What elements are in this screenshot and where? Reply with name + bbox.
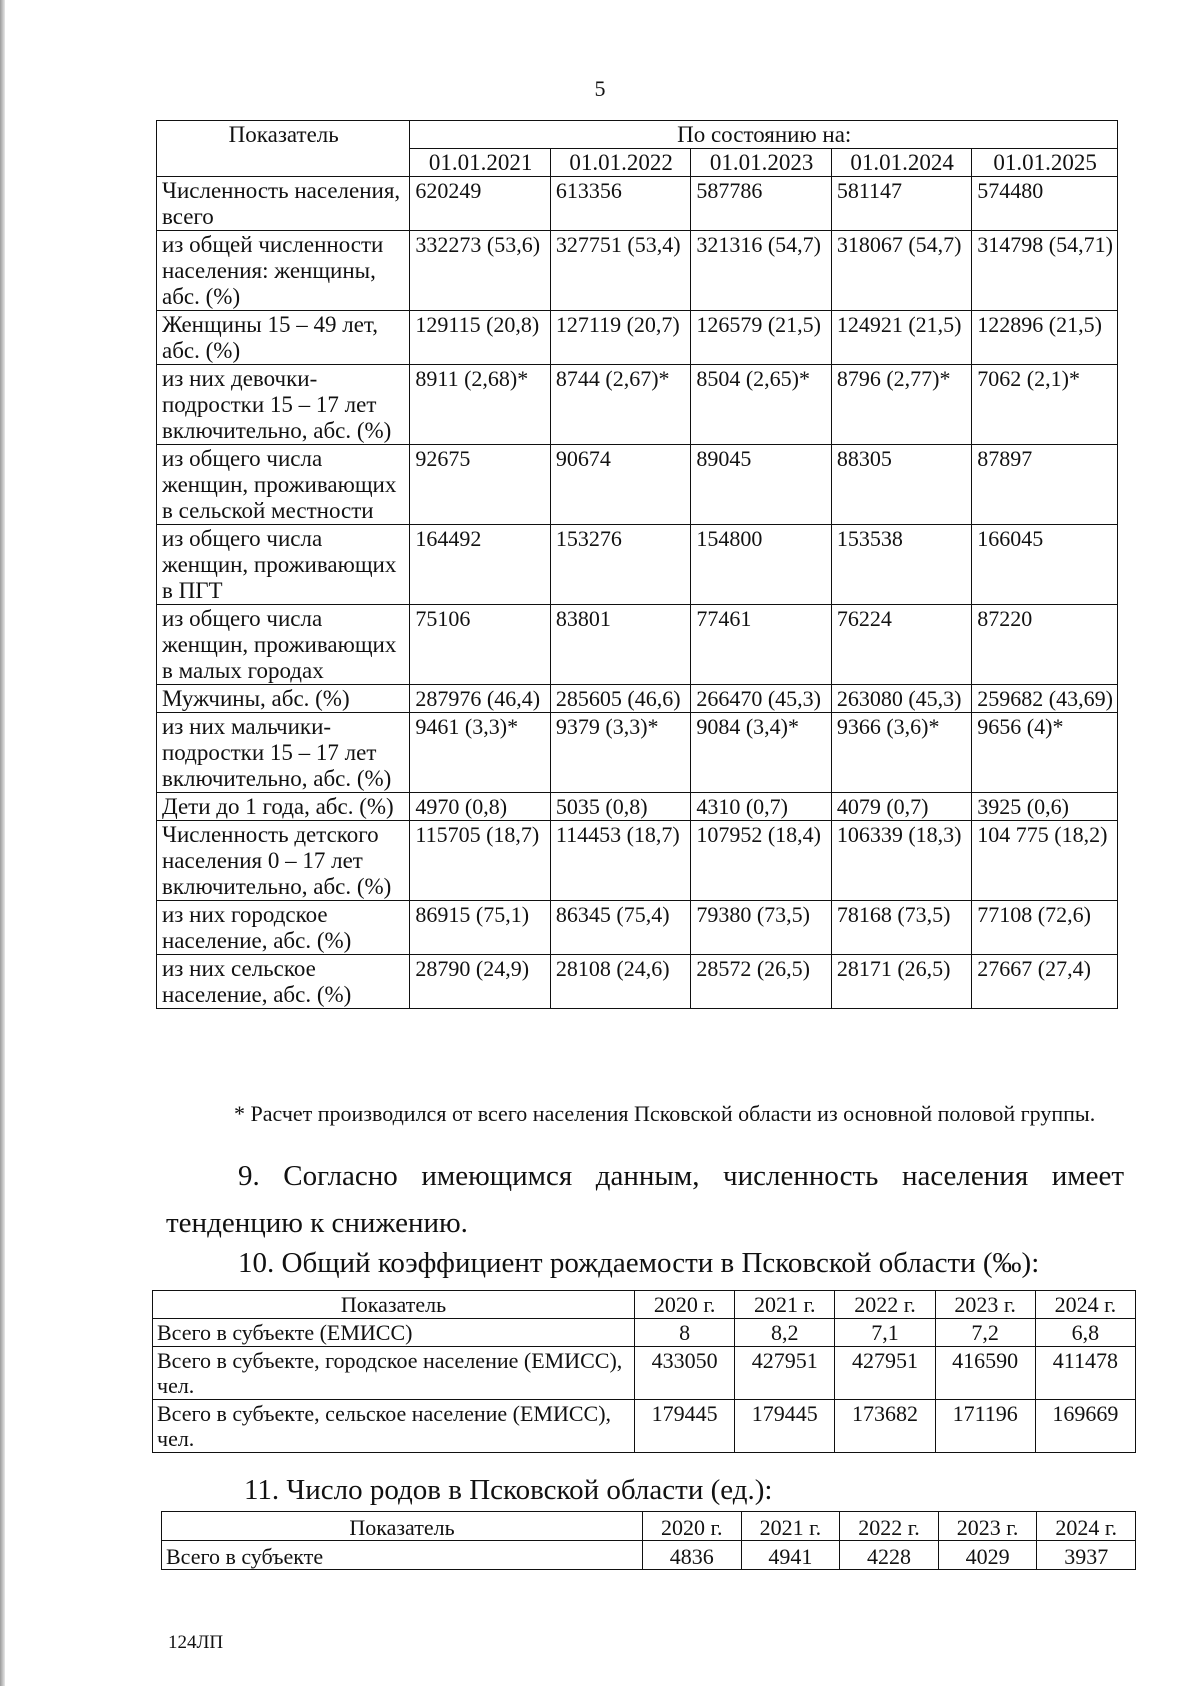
value-cell: 78168 (73,5): [831, 901, 971, 955]
value-cell: 266470 (45,3): [691, 685, 831, 713]
value-cell: 129115 (20,8): [410, 311, 550, 365]
value-cell: 318067 (54,7): [831, 231, 971, 311]
scan-edge: [0, 0, 5, 1686]
value-cell: 79380 (73,5): [691, 901, 831, 955]
value-cell: 106339 (18,3): [831, 821, 971, 901]
value-cell: 153276: [550, 525, 690, 605]
value-cell: 427951: [835, 1347, 935, 1400]
value-cell: 433050: [635, 1347, 735, 1400]
year-header: 2023 г.: [938, 1512, 1037, 1541]
value-cell: 173682: [835, 1400, 935, 1453]
value-cell: 4970 (0,8): [410, 793, 550, 821]
year-header: 2020 г.: [643, 1512, 742, 1541]
date-header: 01.01.2025: [972, 149, 1118, 177]
row-label: Численность населения, всего: [157, 177, 410, 231]
year-header: 2021 г.: [741, 1512, 840, 1541]
value-cell: 154800: [691, 525, 831, 605]
value-cell: 8796 (2,77)*: [831, 365, 971, 445]
row-label: Женщины 15 – 49 лет, абс. (%): [157, 311, 410, 365]
value-cell: 287976 (46,4): [410, 685, 550, 713]
value-cell: 179445: [635, 1400, 735, 1453]
table-row: [162, 1541, 1136, 1570]
value-cell: 332273 (53,6): [410, 231, 550, 311]
row-label: Всего в субъекте (ЕМИСС): [153, 1319, 635, 1347]
header-indicator: Показатель: [153, 1291, 635, 1319]
value-cell: 27667 (27,4): [972, 955, 1118, 1009]
value-cell: 620249: [410, 177, 550, 231]
table-row: [157, 605, 1118, 685]
value-cell: 285605 (46,6): [550, 685, 690, 713]
value-cell: 9461 (3,3)*: [410, 713, 550, 793]
value-cell: 9379 (3,3)*: [550, 713, 690, 793]
table-row: [157, 821, 1118, 901]
table-row: [157, 311, 1118, 365]
page-number: 5: [594, 76, 606, 101]
value-cell: 124921 (21,5): [831, 311, 971, 365]
value-cell: 90674: [550, 445, 690, 525]
value-cell: 28790 (24,9): [410, 955, 550, 1009]
value-cell: 8,2: [735, 1319, 835, 1347]
row-label: Дети до 1 года, абс. (%): [157, 793, 410, 821]
value-cell: 88305: [831, 445, 971, 525]
value-cell: 86915 (75,1): [410, 901, 550, 955]
value-cell: 4836: [643, 1541, 742, 1570]
value-cell: 8911 (2,68)*: [410, 365, 550, 445]
value-cell: 89045: [691, 445, 831, 525]
row-label: из них мальчики-подростки 15 – 17 лет включительно, абс. (%): [157, 713, 410, 793]
header-indicator: Показатель: [162, 1512, 643, 1541]
row-label: Численность детского населения 0 – 17 лет включительно, абс. (%): [157, 821, 410, 901]
table-row: [157, 955, 1118, 1009]
date-header: 01.01.2022: [550, 149, 690, 177]
value-cell: 416590: [935, 1347, 1035, 1400]
year-header: 2020 г.: [635, 1291, 735, 1319]
table-row: [157, 365, 1118, 445]
value-cell: 9366 (3,6)*: [831, 713, 971, 793]
value-cell: 314798 (54,71): [972, 231, 1118, 311]
row-label: из общего числа женщин, проживающих в малых городах: [157, 605, 410, 685]
header-indicator: Показатель: [157, 121, 410, 177]
value-cell: 3925 (0,6): [972, 793, 1118, 821]
value-cell: 75106: [410, 605, 550, 685]
table-row: [157, 525, 1118, 605]
year-header: 2022 г.: [840, 1512, 939, 1541]
value-cell: 127119 (20,7): [550, 311, 690, 365]
value-cell: 259682 (43,69): [972, 685, 1118, 713]
value-cell: 7062 (2,1)*: [972, 365, 1118, 445]
value-cell: 87897: [972, 445, 1118, 525]
value-cell: 587786: [691, 177, 831, 231]
value-cell: 179445: [735, 1400, 835, 1453]
value-cell: 126579 (21,5): [691, 311, 831, 365]
value-cell: 122896 (21,5): [972, 311, 1118, 365]
row-label: из них городское население, абс. (%): [157, 901, 410, 955]
births-count-table: [161, 1511, 1136, 1570]
value-cell: 28572 (26,5): [691, 955, 831, 1009]
row-label: Мужчины, абс. (%): [157, 685, 410, 713]
heading-10: 10. Общий коэффициент рождаемости в Псковской области (‰):: [238, 1247, 1040, 1279]
value-cell: 7,1: [835, 1319, 935, 1347]
value-cell: 169669: [1035, 1400, 1135, 1453]
value-cell: 7,2: [935, 1319, 1035, 1347]
year-header: 2021 г.: [735, 1291, 835, 1319]
row-label: Всего в субъекте, городское население (ЕМИСС), чел.: [153, 1347, 635, 1400]
table-row: [157, 793, 1118, 821]
table-row: [153, 1319, 1136, 1347]
table-row: [157, 177, 1118, 231]
value-cell: 574480: [972, 177, 1118, 231]
row-label: из общей численности населения: женщины, абс. (%): [157, 231, 410, 311]
value-cell: 4310 (0,7): [691, 793, 831, 821]
row-label: из общего числа женщин, проживающих в ПГТ: [157, 525, 410, 605]
value-cell: 92675: [410, 445, 550, 525]
value-cell: 164492: [410, 525, 550, 605]
year-header: 2022 г.: [835, 1291, 935, 1319]
value-cell: 107952 (18,4): [691, 821, 831, 901]
document-code: 124ЛП: [168, 1632, 224, 1653]
year-header: 2024 г.: [1037, 1512, 1136, 1541]
value-cell: 87220: [972, 605, 1118, 685]
population-table: [156, 120, 1118, 1009]
value-cell: 327751 (53,4): [550, 231, 690, 311]
value-cell: 427951: [735, 1347, 835, 1400]
value-cell: 581147: [831, 177, 971, 231]
value-cell: 263080 (45,3): [831, 685, 971, 713]
table-row: [153, 1347, 1136, 1400]
value-cell: 104 775 (18,2): [972, 821, 1118, 901]
value-cell: 411478: [1035, 1347, 1135, 1400]
row-label: из них девочки-подростки 15 – 17 лет включительно, абс. (%): [157, 365, 410, 445]
value-cell: 9656 (4)*: [972, 713, 1118, 793]
value-cell: 76224: [831, 605, 971, 685]
value-cell: 171196: [935, 1400, 1035, 1453]
value-cell: 8: [635, 1319, 735, 1347]
value-cell: 115705 (18,7): [410, 821, 550, 901]
table-row: [153, 1400, 1136, 1453]
row-label: из них сельское население, абс. (%): [157, 955, 410, 1009]
value-cell: 8504 (2,65)*: [691, 365, 831, 445]
value-cell: 9084 (3,4)*: [691, 713, 831, 793]
table-row: [157, 231, 1118, 311]
table-row: [157, 901, 1118, 955]
value-cell: 321316 (54,7): [691, 231, 831, 311]
year-header: 2023 г.: [935, 1291, 1035, 1319]
value-cell: 613356: [550, 177, 690, 231]
table-row: [157, 685, 1118, 713]
value-cell: 3937: [1037, 1541, 1136, 1570]
row-label: Всего в субъекте: [162, 1541, 643, 1570]
header-as-of: По состоянию на:: [410, 121, 1118, 149]
table-row: [157, 713, 1118, 793]
date-header: 01.01.2024: [831, 149, 971, 177]
date-header: 01.01.2021: [410, 149, 550, 177]
heading-11: 11. Число родов в Псковской области (ед.):: [244, 1474, 773, 1506]
value-cell: 4079 (0,7): [831, 793, 971, 821]
value-cell: 28108 (24,6): [550, 955, 690, 1009]
table-row: [157, 445, 1118, 525]
value-cell: 86345 (75,4): [550, 901, 690, 955]
footnote: * Расчет производился от всего населения Псковской области из основной половой группы.: [234, 1101, 1096, 1126]
date-header: 01.01.2023: [691, 149, 831, 177]
value-cell: 6,8: [1035, 1319, 1135, 1347]
row-label: Всего в субъекте, сельское население (ЕМИСС), чел.: [153, 1400, 635, 1453]
paragraph-9-continuation: тенденцию к снижению.: [166, 1207, 468, 1239]
value-cell: 4029: [938, 1541, 1037, 1570]
paragraph-9: 9. Согласно имеющимся данным, численность населения имеет: [238, 1160, 1124, 1192]
value-cell: 77461: [691, 605, 831, 685]
year-header: 2024 г.: [1035, 1291, 1135, 1319]
value-cell: 77108 (72,6): [972, 901, 1118, 955]
value-cell: 28171 (26,5): [831, 955, 971, 1009]
value-cell: 4941: [741, 1541, 840, 1570]
birth-rate-table: [152, 1290, 1136, 1453]
value-cell: 4228: [840, 1541, 939, 1570]
value-cell: 5035 (0,8): [550, 793, 690, 821]
value-cell: 114453 (18,7): [550, 821, 690, 901]
value-cell: 8744 (2,67)*: [550, 365, 690, 445]
value-cell: 166045: [972, 525, 1118, 605]
row-label: из общего числа женщин, проживающих в сельской местности: [157, 445, 410, 525]
value-cell: 83801: [550, 605, 690, 685]
value-cell: 153538: [831, 525, 971, 605]
